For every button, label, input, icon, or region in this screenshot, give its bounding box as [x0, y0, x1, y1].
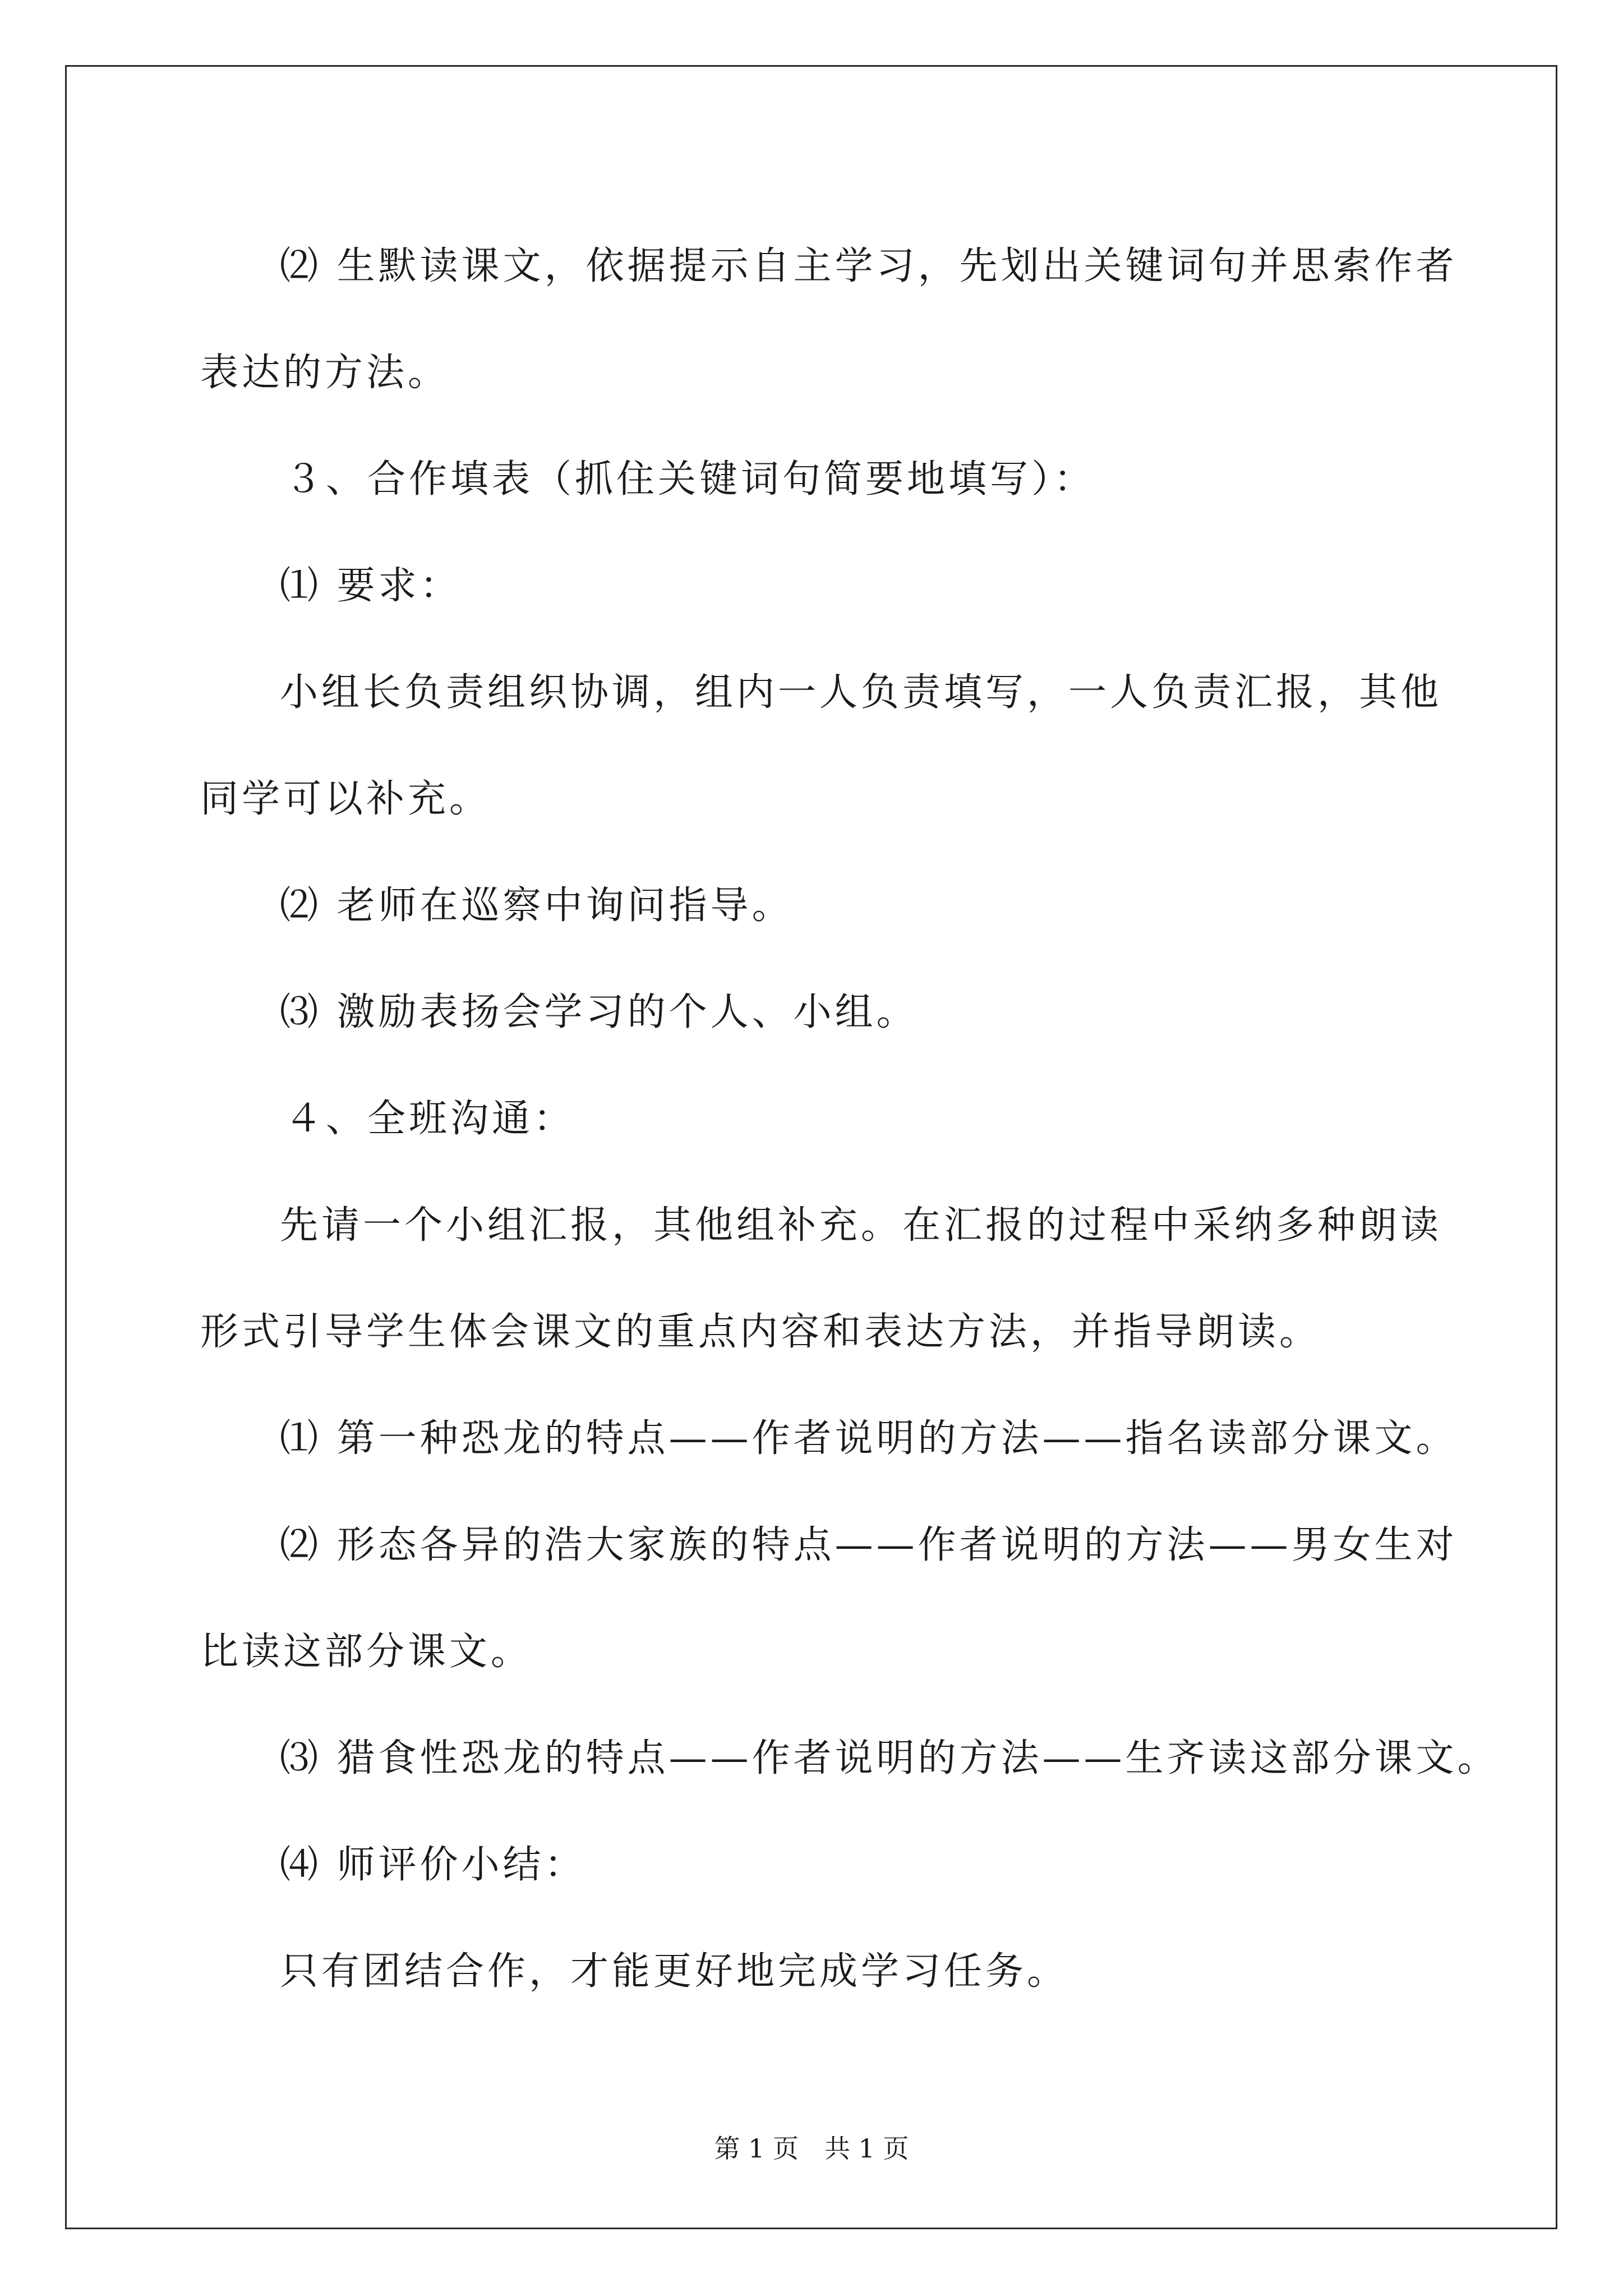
paragraph-group-report-line-2: 形式引导学生体会课文的重点内容和表达方法，并指导朗读。 — [200, 1310, 1321, 1354]
page-footer: 第 1 页 共 1 页 — [714, 2133, 909, 2164]
paragraph-diverse-family-line-1: ⑵ 形态各异的浩大家族的特点——作者说明的方法——男女生对 — [280, 1523, 1458, 1567]
paragraph-first-dinosaur: ⑴ 第一种恐龙的特点——作者说明的方法——指名读部分课文。 — [280, 1416, 1458, 1461]
paragraph-group-leader-line-2: 同学可以补充。 — [200, 777, 491, 821]
paragraph-predatory-dinosaur: ⑶ 猎食性恐龙的特点——作者说明的方法——生齐读这部分课文。 — [280, 1736, 1499, 1780]
paragraph-group-report-line-1: 先请一个小组汇报，其他组补充。在汇报的过程中采纳多种朗读 — [280, 1203, 1442, 1248]
paragraph-teacher-summary: ⑷ 师评价小结： — [280, 1843, 586, 1887]
paragraph-step-2-line-2: 表达的方法。 — [200, 351, 450, 395]
document-body — [200, 213, 1499, 2025]
paragraph-group-leader-line-1: 小组长负责组织协调，组内一人负责填写，一人负责汇报，其他 — [280, 670, 1442, 715]
heading-cooperative-table: ３、合作填表（抓住关键词句简要地填写）： — [284, 457, 1096, 501]
paragraph-diverse-family-line-2: 比读这部分课文。 — [200, 1630, 533, 1674]
paragraph-step-2-line-1: ⑵ 生默读课文，依据提示自主学习，先划出关键词句并思索作者 — [280, 244, 1458, 288]
heading-class-communication: ４、全班沟通： — [284, 1097, 575, 1141]
paragraph-teamwork: 只有团结合作，才能更好地完成学习任务。 — [280, 1949, 1069, 1994]
paragraph-encourage-praise: ⑶ 激励表扬会学习的个人、小组。 — [280, 990, 918, 1034]
paragraph-requirements: ⑴ 要求： — [280, 564, 462, 608]
paragraph-teacher-guidance: ⑵ 老师在巡察中询问指导。 — [280, 884, 794, 928]
